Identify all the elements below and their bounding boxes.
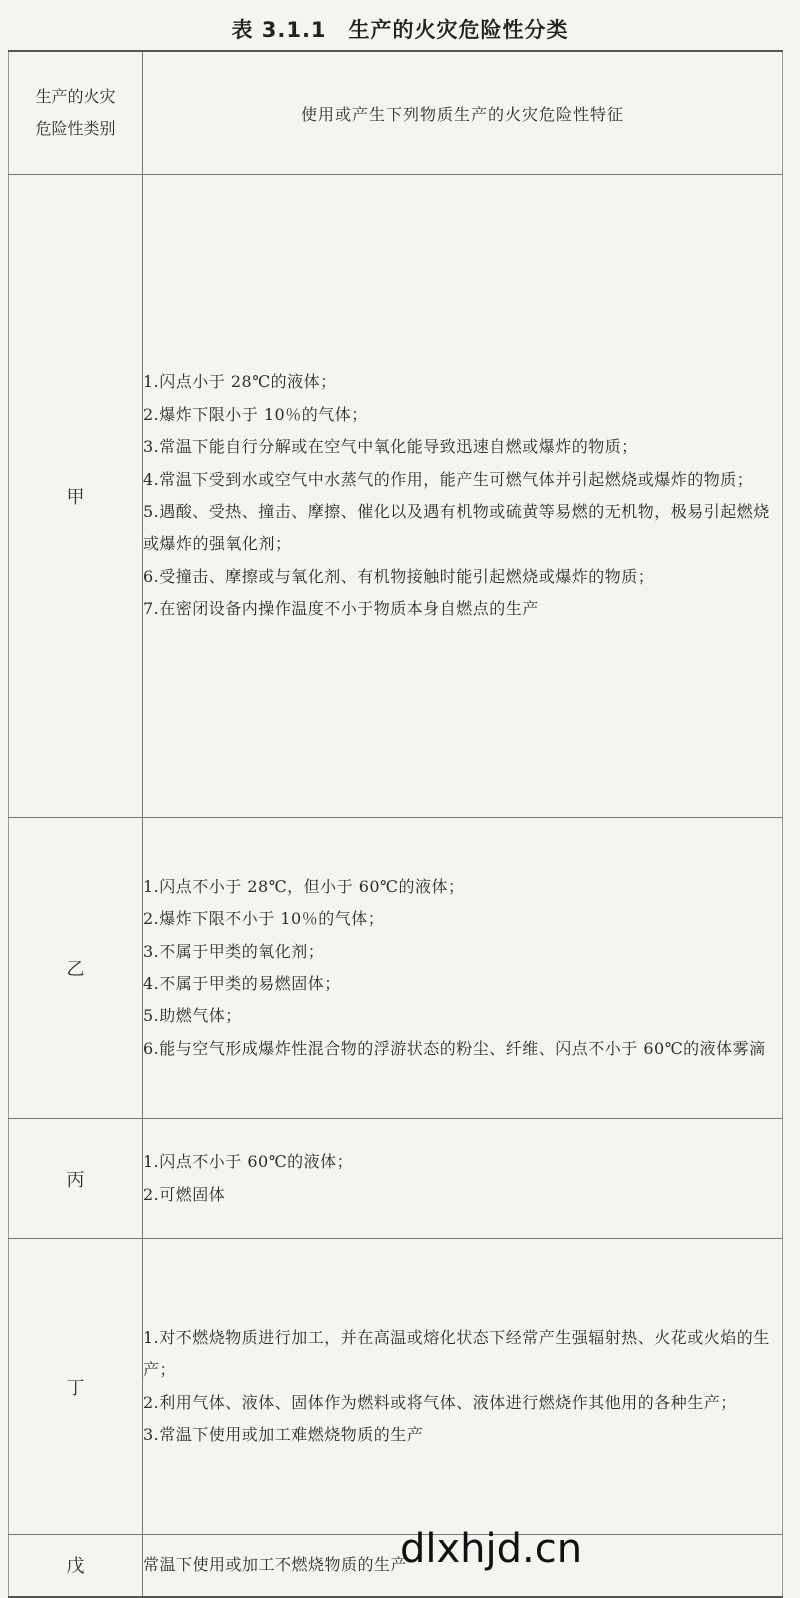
table-row [9, 1119, 783, 1239]
list-item: 4.常温下受到水或空气中水蒸气的作用，能产生可燃气体并引起燃烧或爆炸的物质； [143, 469, 754, 489]
table-row [9, 175, 783, 818]
list-item: 2.可燃固体 [143, 1184, 226, 1204]
table-row [9, 818, 783, 1119]
list-item: 1.闪点不小于 60℃的液体； [143, 1152, 354, 1172]
list-item: 3.常温下能自行分解或在空气中氧化能导致迅速自燃或爆炸的物质； [143, 437, 638, 457]
list-item: 7.在密闭设备内操作温度不小于物质本身自燃点的生产 [143, 599, 539, 619]
header-category-line1: 生产的火灾 [35, 87, 116, 106]
list-item: 4.不属于甲类的易燃固体； [143, 974, 341, 993]
list-item: 1.闪点不小于 28℃，但小于 60℃的液体； [143, 876, 465, 896]
list-item: 6.受撞击、摩擦或与氧化剂、有机物接触时能引起燃烧或爆炸的物质； [143, 566, 655, 586]
list-item: 5.助燃气体； [143, 1006, 242, 1026]
category-cell: 甲 [9, 175, 143, 818]
category-cell: 丁 [9, 1239, 143, 1535]
list-item: 3.不属于甲类的氧化剂； [143, 941, 325, 961]
table-header-row [9, 51, 783, 175]
fire-hazard-table [8, 50, 783, 1598]
watermark-text: dlxhjd.cn [400, 1526, 583, 1572]
features-cell [143, 1119, 783, 1239]
list-item: 5.遇酸、受热、撞击、摩擦、催化以及遇有机物或硫黄等易燃的无机物，极易引起燃烧或爆炸的强氧化剂； [143, 502, 770, 554]
list-item: 2.爆炸下限不小于 10％的气体； [143, 909, 385, 929]
table-row [9, 1239, 783, 1535]
table-row [9, 1535, 783, 1597]
category-cell: 戊 [9, 1535, 143, 1597]
list-item: 6.能与空气形成爆炸性混合物的浮游状态的粉尘、纤维、闪点不小于 60℃的液体雾滴 [143, 1038, 766, 1058]
category-cell: 乙 [9, 818, 143, 1119]
list-item: 1.对不燃烧物质进行加工，并在高温或熔化状态下经常产生强辐射热、火花或火焰的生产； [143, 1327, 770, 1380]
list-item: 1.闪点小于 28℃的液体； [143, 372, 337, 392]
header-category [9, 51, 143, 175]
list-item: 2.利用气体、液体、固体作为燃料或将气体、液体进行燃烧作其他用的各种生产； [143, 1392, 737, 1412]
features-cell [143, 818, 783, 1119]
category-cell: 丙 [9, 1119, 143, 1239]
header-features: 使用或产生下列物质生产的火灾危险性特征 [143, 51, 783, 175]
features-cell [143, 1239, 783, 1535]
features-cell [143, 175, 783, 818]
list-item: 2.爆炸下限小于 10％的气体； [143, 404, 368, 424]
table-title: 表 3.1.1 生产的火灾危险性分类 [231, 18, 569, 42]
list-item: 3.常温下使用或加工难燃烧物质的生产 [143, 1424, 424, 1444]
header-category-line2: 危险性类别 [35, 119, 116, 138]
list-item: 常温下使用或加工不燃烧物质的生产 [143, 1555, 408, 1575]
